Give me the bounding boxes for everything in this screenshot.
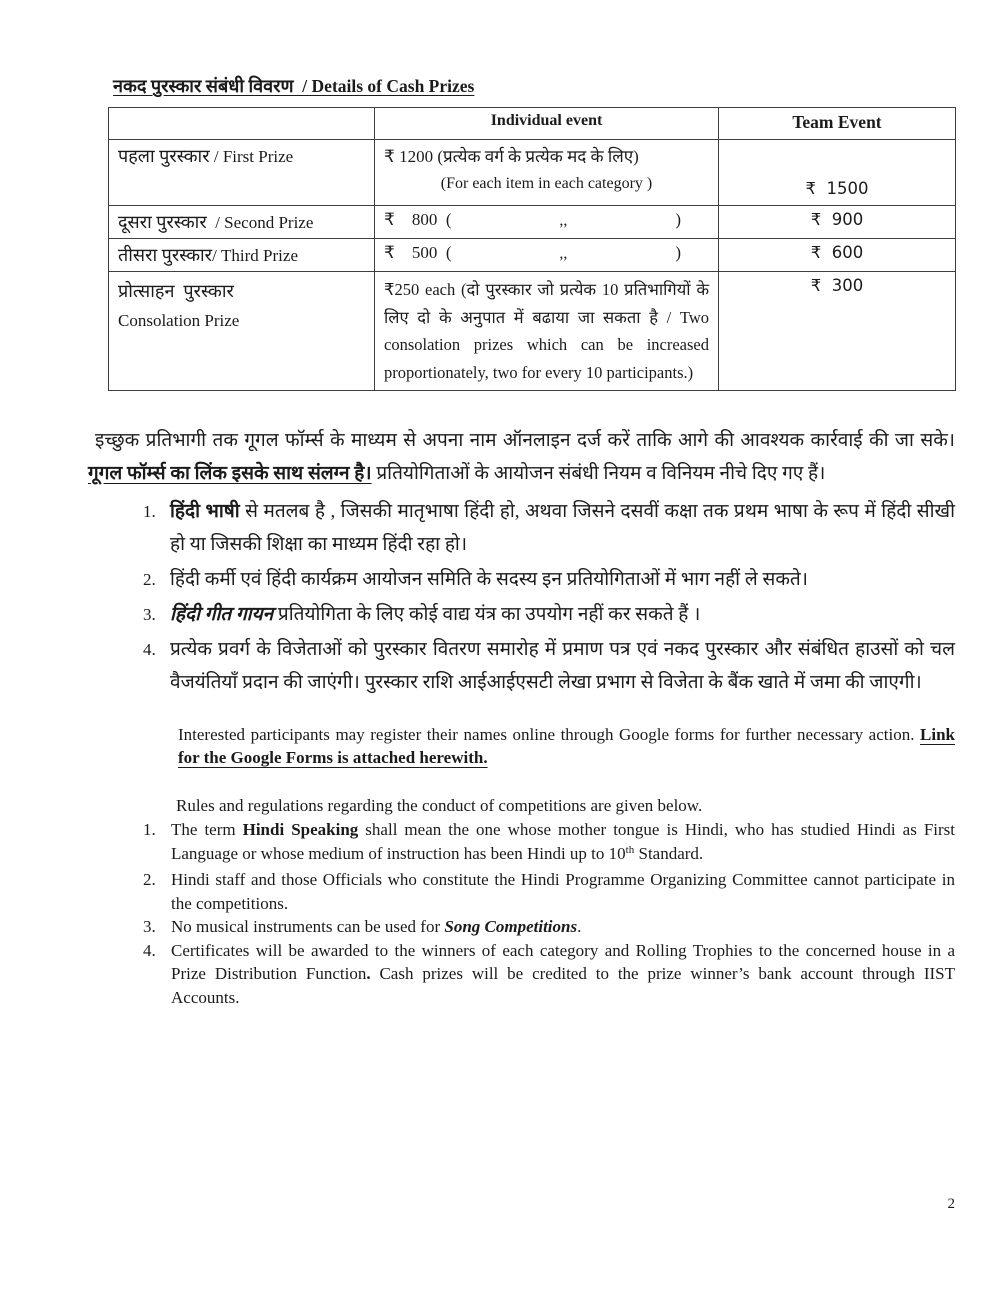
english-rule-4-text: Certificates will be awarded to the winners of each category and Rolling Trophies to the concerned house in a Prize Distribution Function. Cash prizes will be credited to the prize winner’s bank account through IIST Accounts. bbox=[171, 940, 956, 1007]
table-row-first-prize bbox=[109, 140, 956, 206]
hindi-rule-1-text: हिंदी भाषी से मतलब है , जिसकी मातृभाषा हिंदी हो, अथवा जिसने दसवीं कक्षा तक प्रथम भाषा के रूप में हिंदी सीखी हो या जिसकी शिक्षा का माध्यम हिंदी रहा हो। bbox=[170, 501, 956, 555]
second-prize-team-amount: ₹ 900 bbox=[810, 210, 864, 229]
english-rules-list bbox=[88, 818, 955, 1009]
hindi-rule-4-number: 4. bbox=[143, 640, 156, 659]
hindi-speaking-term-english: Hindi Speaking bbox=[242, 820, 359, 839]
third-prize-label-hindi: तीसरा पुरस्कार bbox=[118, 245, 213, 265]
second-prize-individual-cell bbox=[375, 206, 719, 239]
second-prize-team-cell bbox=[719, 206, 956, 239]
english-rule-3-number: 3. bbox=[143, 917, 156, 936]
third-prize-label-cell bbox=[109, 239, 375, 272]
cash-prizes-table bbox=[108, 107, 956, 391]
third-prize-team-cell bbox=[719, 239, 956, 272]
english-rule-4-number: 4. bbox=[143, 940, 156, 960]
hindi-speaking-term-hindi: हिंदी भाषी bbox=[170, 501, 240, 522]
hindi-rule-2-number: 2. bbox=[143, 570, 156, 589]
consolation-prize-label-cell bbox=[109, 272, 375, 391]
hindi-rule-1-number: 1. bbox=[143, 502, 156, 521]
rules-intro-line: Rules and regulations regarding the conduct of competitions are given below. bbox=[176, 796, 703, 815]
english-rule-2-text: Hindi staff and those Officials who constitute the Hindi Programme Organizing Committee cannot participate in the competitions. bbox=[171, 870, 955, 913]
second-prize-label-hindi: दूसरा पुरस्कार bbox=[118, 212, 207, 232]
first-prize-individual-note: (For each item in each category ) bbox=[440, 175, 653, 192]
page-title-hindi: नकद पुरस्कार संबंधी विवरण bbox=[113, 76, 294, 96]
english-rule-2-number: 2. bbox=[143, 870, 156, 889]
consolation-prize-individual-cell bbox=[375, 272, 719, 391]
first-prize-team-cell bbox=[719, 140, 956, 206]
second-prize-label-english: / Second Prize bbox=[206, 213, 314, 232]
header-individual-event: Individual event bbox=[375, 108, 719, 140]
english-rule-4 bbox=[143, 939, 955, 1010]
page-title bbox=[113, 74, 955, 98]
ordinal-superscript: th bbox=[625, 843, 635, 856]
first-prize-individual-amount: ₹ 1200 (प्रत्येक वर्ग के प्रत्येक मद के लिए) bbox=[384, 147, 639, 166]
english-rule-1-text: The term Hindi Speaking shall mean the one whose mother tongue is Hindi, who has studied Hindi as First Language or whose medium of instruction has been Hindi up to 10th Standard. bbox=[171, 820, 955, 863]
first-prize-individual-cell bbox=[375, 140, 719, 206]
hindi-rule-1 bbox=[143, 495, 955, 561]
third-prize-ditto-mark: ,, bbox=[559, 245, 568, 262]
table-row-consolation-prize bbox=[109, 272, 956, 391]
first-prize-label-hindi: पहला पुरस्कार bbox=[118, 146, 210, 166]
english-rule-1-number: 1. bbox=[143, 820, 156, 839]
english-rule-2 bbox=[143, 868, 955, 915]
google-forms-link-note-english: Link for the Google Forms is attached herewith. bbox=[178, 725, 955, 767]
second-prize-ditto-mark: ,, bbox=[559, 212, 568, 229]
first-prize-label-english: / First Prize bbox=[209, 147, 294, 166]
intro-paragraph-english bbox=[178, 723, 955, 769]
intro-hindi-text-1: इच्छुक प्रतिभागी तक गूगल फॉर्म्स के माध्यम से अपना नाम ऑनलाइन दर्ज करें ताकि आगे की आवश्यक कार्रवाई की जा सके। bbox=[95, 430, 955, 451]
hindi-rule-3-text: हिंदी गीत गायन प्रतियोगिता के लिए कोई वाद्य यंत्र का उपयोग नहीं कर सकते हैं । bbox=[170, 604, 701, 625]
header-team-event: Team Event bbox=[719, 108, 956, 140]
consolation-prize-team-amount: ₹ 300 bbox=[810, 276, 864, 295]
song-competitions-term-english: Song Competitions bbox=[444, 917, 578, 936]
hindi-rule-4-text: प्रत्येक प्रवर्ग के विजेताओं को पुरस्कार वितरण समारोह में प्रमाण पत्र एवं नकद पुरस्कार और संबंधित हाउसों को चल वैजयंतियाँ प्रदान की जाएंगी। पुरस्कार राशि आईआईएसटी लेखा प्रभाग से विजेता के बैंक खाते में जमा की जाएगी। bbox=[170, 639, 955, 693]
third-prize-team-amount: ₹ 600 bbox=[810, 243, 864, 262]
table-row-second-prize bbox=[109, 206, 956, 239]
hindi-rule-3 bbox=[143, 598, 955, 631]
consolation-prize-label-hindi: प्रोत्साहन पुरस्कार bbox=[118, 281, 234, 301]
hindi-rule-3-number: 3. bbox=[143, 605, 156, 624]
hindi-rule-2 bbox=[143, 563, 955, 596]
page-title-english: / Details of Cash Prizes bbox=[293, 76, 475, 96]
third-prize-individual-amount: ₹ 500 ( bbox=[384, 243, 452, 262]
google-forms-link-note-hindi: गूगल फॉर्म्स का लिंक इसके साथ संलग्न है। bbox=[88, 463, 372, 484]
hindi-rule-4 bbox=[143, 633, 955, 699]
table-row-third-prize bbox=[109, 239, 956, 272]
english-rule-1 bbox=[143, 818, 955, 868]
english-rule-3 bbox=[143, 915, 955, 939]
consolation-prize-team-cell bbox=[719, 272, 956, 391]
intro-hindi-text-2: प्रतियोगिताओं के आयोजन संबंधी नियम व विनियम नीचे दिए गए हैं। bbox=[371, 463, 826, 484]
third-prize-label-english: / Third Prize bbox=[212, 246, 298, 265]
intro-paragraph-hindi bbox=[88, 424, 955, 490]
second-prize-label-cell bbox=[109, 206, 375, 239]
hindi-rule-2-text: हिंदी कर्मी एवं हिंदी कार्यक्रम आयोजन समिति के सदस्य इन प्रतियोगिताओं में भाग नहीं ले सकते। bbox=[170, 569, 808, 590]
consolation-prize-label-english: Consolation Prize bbox=[118, 311, 240, 330]
second-prize-individual-amount: ₹ 800 ( bbox=[384, 210, 452, 229]
first-prize-label-cell bbox=[109, 140, 375, 206]
header-empty-cell bbox=[109, 108, 375, 140]
english-rule-3-text: No musical instruments can be used for Song Competitions. bbox=[171, 917, 582, 936]
intro-english-text: Interested participants may register their names online through Google forms for further necessary action. bbox=[178, 725, 921, 744]
hindi-rules-list bbox=[88, 495, 955, 699]
song-competition-term-hindi: हिंदी गीत गायन bbox=[170, 604, 274, 625]
second-prize-close-paren: ) bbox=[675, 210, 681, 229]
third-prize-individual-cell bbox=[375, 239, 719, 272]
consolation-prize-description: ₹250 each (दो पुरस्कार जो प्रत्येक 10 प्रतिभागियों के लिए दो के अनुपात में बढाया जा सकता है / Two consolation prizes which can be increased proportionately, two for every 10 participants.) bbox=[384, 280, 709, 382]
page-number: 2 bbox=[947, 1196, 955, 1212]
third-prize-close-paren: ) bbox=[675, 243, 681, 262]
first-prize-team-amount: ₹ 1500 bbox=[805, 179, 869, 198]
table-header-row bbox=[109, 108, 956, 140]
